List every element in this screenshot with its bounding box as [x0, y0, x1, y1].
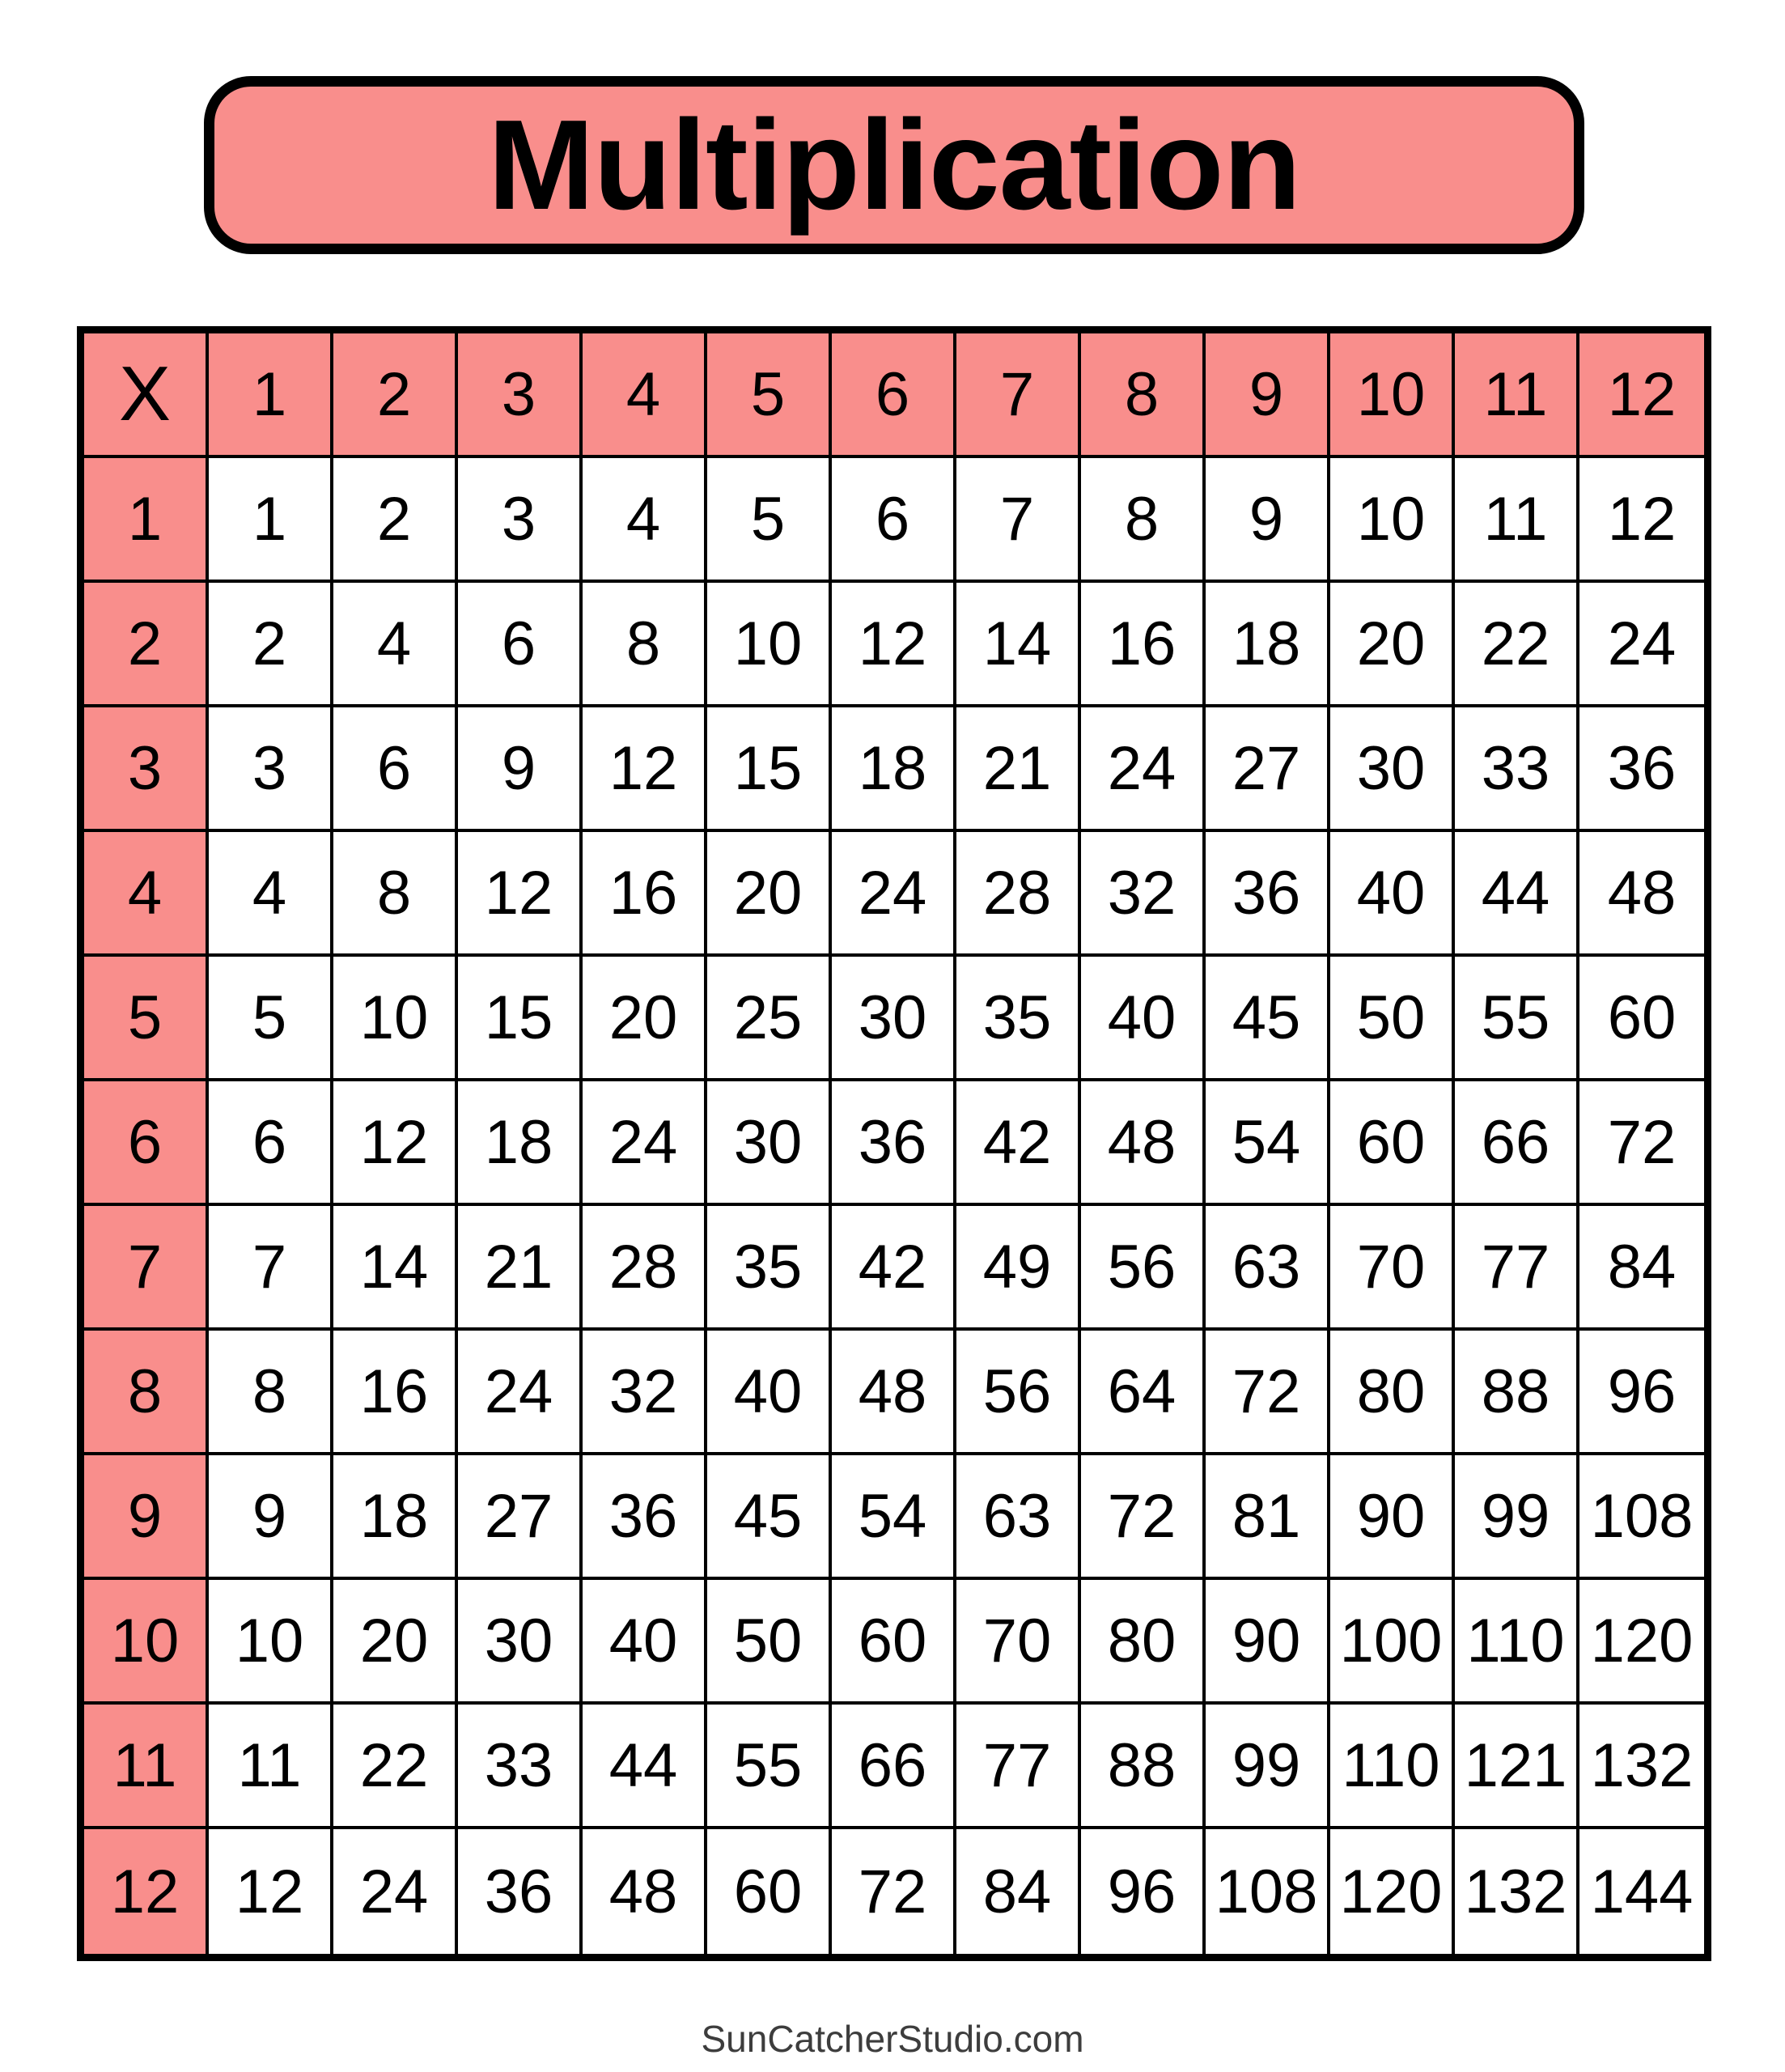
product-cell: 9 — [458, 707, 583, 832]
product-cell: 28 — [956, 832, 1081, 957]
product-cell: 18 — [458, 1081, 583, 1206]
product-cell: 36 — [1579, 707, 1704, 832]
product-cell: 44 — [583, 1705, 707, 1829]
product-cell: 60 — [707, 1829, 832, 1954]
product-cell: 2 — [209, 583, 333, 707]
product-cell: 20 — [333, 1580, 458, 1705]
title-banner — [204, 76, 1584, 254]
product-cell: 4 — [209, 832, 333, 957]
product-cell: 88 — [1455, 1331, 1579, 1455]
product-cell: 6 — [832, 458, 956, 583]
product-cell: 8 — [209, 1331, 333, 1455]
row-header-cell: 11 — [84, 1705, 209, 1829]
product-cell: 42 — [832, 1206, 956, 1331]
product-cell: 6 — [209, 1081, 333, 1206]
page-title: Multiplication — [487, 93, 1301, 236]
product-cell: 121 — [1455, 1705, 1579, 1829]
product-cell: 12 — [209, 1829, 333, 1954]
product-cell: 120 — [1579, 1580, 1704, 1705]
product-cell: 16 — [1081, 583, 1206, 707]
col-header-cell: 6 — [832, 333, 956, 458]
product-cell: 100 — [1330, 1580, 1455, 1705]
product-cell: 84 — [956, 1829, 1081, 1954]
product-cell: 28 — [583, 1206, 707, 1331]
product-cell: 30 — [707, 1081, 832, 1206]
col-header-cell: 12 — [1579, 333, 1704, 458]
product-cell: 50 — [707, 1580, 832, 1705]
product-cell: 24 — [458, 1331, 583, 1455]
product-cell: 11 — [1455, 458, 1579, 583]
col-header-cell: 5 — [707, 333, 832, 458]
footer-credit: SunCatcherStudio.com — [701, 2018, 1084, 2060]
product-cell: 27 — [1206, 707, 1330, 832]
product-cell: 48 — [1579, 832, 1704, 957]
product-cell: 1 — [209, 458, 333, 583]
product-cell: 50 — [1330, 957, 1455, 1081]
product-cell: 110 — [1455, 1580, 1579, 1705]
product-cell: 12 — [832, 583, 956, 707]
product-cell: 24 — [333, 1829, 458, 1954]
product-cell: 30 — [832, 957, 956, 1081]
product-cell: 54 — [832, 1455, 956, 1580]
product-cell: 10 — [333, 957, 458, 1081]
product-cell: 40 — [1330, 832, 1455, 957]
row-header-cell: 2 — [84, 583, 209, 707]
row-header-cell: 8 — [84, 1331, 209, 1455]
product-cell: 8 — [583, 583, 707, 707]
product-cell: 35 — [707, 1206, 832, 1331]
product-cell: 44 — [1455, 832, 1579, 957]
product-cell: 24 — [1081, 707, 1206, 832]
row-header-cell: 3 — [84, 707, 209, 832]
product-cell: 144 — [1579, 1829, 1704, 1954]
col-header-cell: 9 — [1206, 333, 1330, 458]
product-cell: 3 — [209, 707, 333, 832]
product-cell: 12 — [1579, 458, 1704, 583]
product-cell: 18 — [1206, 583, 1330, 707]
col-header-cell: 11 — [1455, 333, 1579, 458]
row-header-cell: 9 — [84, 1455, 209, 1580]
product-cell: 108 — [1579, 1455, 1704, 1580]
product-cell: 55 — [1455, 957, 1579, 1081]
product-cell: 24 — [832, 832, 956, 957]
row-header-cell: 4 — [84, 832, 209, 957]
product-cell: 60 — [832, 1580, 956, 1705]
product-cell: 30 — [1330, 707, 1455, 832]
product-cell: 84 — [1579, 1206, 1704, 1331]
product-cell: 110 — [1330, 1705, 1455, 1829]
product-cell: 90 — [1330, 1455, 1455, 1580]
product-cell: 7 — [956, 458, 1081, 583]
product-cell: 55 — [707, 1705, 832, 1829]
product-cell: 66 — [832, 1705, 956, 1829]
product-cell: 5 — [707, 458, 832, 583]
product-cell: 14 — [956, 583, 1081, 707]
product-cell: 120 — [1330, 1829, 1455, 1954]
col-header-cell: 8 — [1081, 333, 1206, 458]
product-cell: 36 — [1206, 832, 1330, 957]
product-cell: 96 — [1081, 1829, 1206, 1954]
col-header-cell: 4 — [583, 333, 707, 458]
product-cell: 99 — [1206, 1705, 1330, 1829]
product-cell: 15 — [458, 957, 583, 1081]
row-header-cell: 12 — [84, 1829, 209, 1954]
product-cell: 24 — [1579, 583, 1704, 707]
product-cell: 21 — [956, 707, 1081, 832]
product-cell: 63 — [956, 1455, 1081, 1580]
product-cell: 48 — [1081, 1081, 1206, 1206]
product-cell: 66 — [1455, 1081, 1579, 1206]
product-cell: 2 — [333, 458, 458, 583]
product-cell: 24 — [583, 1081, 707, 1206]
product-cell: 14 — [333, 1206, 458, 1331]
product-cell: 21 — [458, 1206, 583, 1331]
product-cell: 60 — [1330, 1081, 1455, 1206]
product-cell: 42 — [956, 1081, 1081, 1206]
product-cell: 9 — [209, 1455, 333, 1580]
product-cell: 25 — [707, 957, 832, 1081]
product-cell: 18 — [832, 707, 956, 832]
product-cell: 48 — [583, 1829, 707, 1954]
col-header-cell: 2 — [333, 333, 458, 458]
multiplication-table — [77, 326, 1711, 1961]
row-header-cell: 1 — [84, 458, 209, 583]
product-cell: 132 — [1579, 1705, 1704, 1829]
col-header-cell: 7 — [956, 333, 1081, 458]
product-cell: 22 — [333, 1705, 458, 1829]
product-cell: 72 — [832, 1829, 956, 1954]
product-cell: 10 — [707, 583, 832, 707]
product-cell: 4 — [333, 583, 458, 707]
product-cell: 36 — [832, 1081, 956, 1206]
product-cell: 40 — [707, 1331, 832, 1455]
product-cell: 3 — [458, 458, 583, 583]
product-cell: 63 — [1206, 1206, 1330, 1331]
product-cell: 12 — [583, 707, 707, 832]
row-header-cell: 10 — [84, 1580, 209, 1705]
product-cell: 7 — [209, 1206, 333, 1331]
product-cell: 70 — [1330, 1206, 1455, 1331]
product-cell: 20 — [583, 957, 707, 1081]
row-header-cell: 6 — [84, 1081, 209, 1206]
product-cell: 72 — [1081, 1455, 1206, 1580]
product-cell: 5 — [209, 957, 333, 1081]
col-header-cell: 1 — [209, 333, 333, 458]
product-cell: 33 — [458, 1705, 583, 1829]
product-cell: 6 — [333, 707, 458, 832]
product-cell: 45 — [707, 1455, 832, 1580]
product-cell: 20 — [707, 832, 832, 957]
product-cell: 96 — [1579, 1331, 1704, 1455]
product-cell: 16 — [333, 1331, 458, 1455]
product-cell: 80 — [1330, 1331, 1455, 1455]
product-cell: 48 — [832, 1331, 956, 1455]
product-cell: 56 — [956, 1331, 1081, 1455]
row-header-cell: 5 — [84, 957, 209, 1081]
product-cell: 20 — [1330, 583, 1455, 707]
row-header-cell: 7 — [84, 1206, 209, 1331]
product-cell: 8 — [333, 832, 458, 957]
product-cell: 36 — [458, 1829, 583, 1954]
product-cell: 35 — [956, 957, 1081, 1081]
product-cell: 70 — [956, 1580, 1081, 1705]
product-cell: 54 — [1206, 1081, 1330, 1206]
product-cell: 99 — [1455, 1455, 1579, 1580]
product-cell: 40 — [1081, 957, 1206, 1081]
product-cell: 77 — [1455, 1206, 1579, 1331]
product-cell: 64 — [1081, 1331, 1206, 1455]
product-cell: 30 — [458, 1580, 583, 1705]
product-cell: 88 — [1081, 1705, 1206, 1829]
product-cell: 6 — [458, 583, 583, 707]
product-cell: 56 — [1081, 1206, 1206, 1331]
product-cell: 10 — [209, 1580, 333, 1705]
product-cell: 22 — [1455, 583, 1579, 707]
product-cell: 60 — [1579, 957, 1704, 1081]
product-cell: 90 — [1206, 1580, 1330, 1705]
product-cell: 27 — [458, 1455, 583, 1580]
col-header-cell: 10 — [1330, 333, 1455, 458]
product-cell: 9 — [1206, 458, 1330, 583]
product-cell: 77 — [956, 1705, 1081, 1829]
product-cell: 81 — [1206, 1455, 1330, 1580]
product-cell: 12 — [458, 832, 583, 957]
product-cell: 72 — [1206, 1331, 1330, 1455]
col-header-cell: 3 — [458, 333, 583, 458]
product-cell: 33 — [1455, 707, 1579, 832]
product-cell: 132 — [1455, 1829, 1579, 1954]
product-cell: 16 — [583, 832, 707, 957]
product-cell: 72 — [1579, 1081, 1704, 1206]
product-cell: 40 — [583, 1580, 707, 1705]
product-cell: 12 — [333, 1081, 458, 1206]
product-cell: 32 — [583, 1331, 707, 1455]
product-cell: 8 — [1081, 458, 1206, 583]
product-cell: 49 — [956, 1206, 1081, 1331]
product-cell: 15 — [707, 707, 832, 832]
corner-cell: X — [84, 333, 209, 458]
product-cell: 10 — [1330, 458, 1455, 583]
product-cell: 18 — [333, 1455, 458, 1580]
product-cell: 4 — [583, 458, 707, 583]
product-cell: 11 — [209, 1705, 333, 1829]
product-cell: 32 — [1081, 832, 1206, 957]
product-cell: 108 — [1206, 1829, 1330, 1954]
product-cell: 36 — [583, 1455, 707, 1580]
product-cell: 45 — [1206, 957, 1330, 1081]
product-cell: 80 — [1081, 1580, 1206, 1705]
